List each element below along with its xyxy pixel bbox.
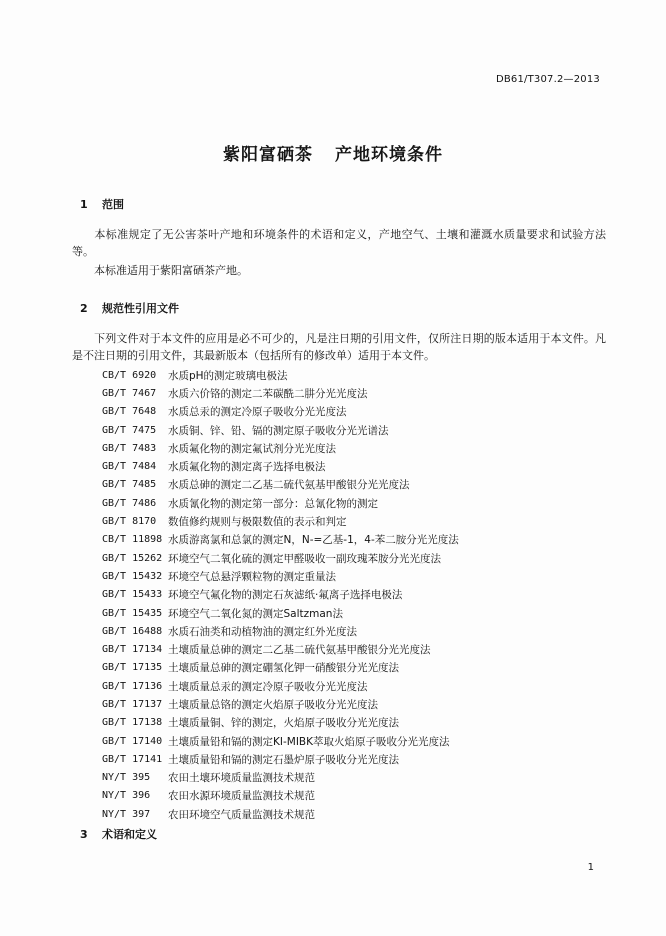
references-intro-paragraph: 下列文件对于本文件的应用是必不可少的，凡是注日期的引用文件，仅所注日期的版本适用于本文件。凡是不注日期的引用文件，其最新版本（包括所有的修改单）适用于本文件。 xyxy=(72,332,606,362)
reference-code: GB/T 15262 xyxy=(102,552,163,564)
reference-code: GB/T 17137 xyxy=(102,698,163,710)
section-3-heading xyxy=(80,826,157,842)
reference-title: 水质氟化物的测定氟试剂分光光度法 xyxy=(168,442,336,455)
reference-item xyxy=(102,366,459,384)
reference-code: GB/T 17135 xyxy=(102,662,163,674)
reference-title: 水质总砷的测定二乙基二硫代氨基甲酸银分光光度法 xyxy=(168,479,410,492)
reference-code: GB/T 7483 xyxy=(102,442,157,454)
reference-item xyxy=(102,586,459,604)
section-number: 3 xyxy=(80,828,88,841)
reference-title: 环境空气二氧化硫的测定甲醛吸收一副玫瑰苯胺分光光度法 xyxy=(168,552,441,565)
reference-item xyxy=(102,403,459,421)
reference-title: 土壤质量总汞的测定冷原子吸收分光光度法 xyxy=(168,680,368,693)
reference-code: NY/T 397 xyxy=(102,808,151,820)
reference-code: GB/T 8170 xyxy=(102,516,157,528)
section-2-heading xyxy=(80,300,179,316)
reference-item xyxy=(102,604,459,622)
reference-code: GB/T 17140 xyxy=(102,735,163,747)
reference-item xyxy=(102,494,459,512)
reference-code: GB/T 15433 xyxy=(102,589,163,601)
scope-paragraph-1: 本标准规定了无公害茶叶产地和环境条件的术语和定义，产地空气、土壤和灌溉水质量要求和试验方法等。 xyxy=(72,228,606,258)
reference-title: 农田环境空气质量监测技术规范 xyxy=(168,808,315,821)
document-title-part1: 紫阳富硒茶 xyxy=(223,145,313,165)
reference-item xyxy=(102,805,459,823)
document-title-part2: 产地环境条件 xyxy=(335,145,443,165)
reference-code: GB/T 17136 xyxy=(102,680,163,692)
reference-code: GB/T 15432 xyxy=(102,570,163,582)
reference-item xyxy=(102,640,459,658)
reference-title: 水质铜、锌、铅、镉的测定原子吸收分光光谱法 xyxy=(168,424,389,437)
reference-code: GB/T 17134 xyxy=(102,644,163,656)
reference-title: 环境空气氟化物的测定石灰滤纸·氟离子选择电极法 xyxy=(168,589,403,602)
reference-code: GB/T 17138 xyxy=(102,717,163,729)
reference-code: GB/T 7475 xyxy=(102,424,157,436)
reference-item xyxy=(102,457,459,475)
reference-code: CB/T 6920 xyxy=(102,369,157,381)
reference-item xyxy=(102,567,459,585)
reference-title: 土壤质量铅和镉的测定KI-MIBK萃取火焰原子吸收分光光度法 xyxy=(168,735,450,748)
reference-title: 水质石油类和动植物油的测定红外光度法 xyxy=(168,625,357,638)
document-code: DB61/T307.2—2013 xyxy=(495,74,600,85)
reference-title: 土壤质量铅和镉的测定石墨炉原子吸收分光光度法 xyxy=(168,753,399,766)
reference-title: 水质氰化物的测定第一部分：总氰化物的测定 xyxy=(168,497,378,510)
reference-code: GB/T 7484 xyxy=(102,461,157,473)
reference-item xyxy=(102,695,459,713)
reference-code: GB/T 7485 xyxy=(102,479,157,491)
reference-item xyxy=(102,769,459,787)
section-1-heading xyxy=(80,196,124,212)
reference-item xyxy=(102,750,459,768)
reference-title: 数值修约规则与极限数值的表示和判定 xyxy=(168,516,347,529)
reference-item xyxy=(102,384,459,402)
section-number: 1 xyxy=(80,198,88,211)
reference-code: NY/T 396 xyxy=(102,790,151,802)
reference-title: 水质氟化物的测定离子选择电极法 xyxy=(168,461,326,474)
reference-code: CB/T 11898 xyxy=(102,534,163,546)
reference-code: GB/T 15435 xyxy=(102,607,163,619)
reference-title: 土壤质量总砷的测定硼氢化钾一硝酸银分光光度法 xyxy=(168,662,399,675)
reference-title: 环境空气总悬浮颗粒物的测定重量法 xyxy=(168,570,336,583)
reference-item xyxy=(102,622,459,640)
reference-title: 水质总汞的测定冷原子吸收分光光度法 xyxy=(168,406,347,419)
reference-code: GB/T 7467 xyxy=(102,387,157,399)
section-number: 2 xyxy=(80,302,88,315)
reference-code: GB/T 17141 xyxy=(102,753,163,765)
reference-item xyxy=(102,787,459,805)
reference-item xyxy=(102,476,459,494)
reference-code: GB/T 7648 xyxy=(102,406,157,418)
reference-title: 土壤质量总铬的测定火焰原子吸收分光光度法 xyxy=(168,698,378,711)
reference-code: NY/T 395 xyxy=(102,772,151,784)
reference-title: 农田土壤环境质量监测技术规范 xyxy=(168,772,315,785)
section-title: 范围 xyxy=(102,198,124,211)
reference-item xyxy=(102,659,459,677)
reference-item xyxy=(102,421,459,439)
reference-item xyxy=(102,512,459,530)
reference-code: GB/T 16488 xyxy=(102,625,163,637)
scope-paragraph-2: 本标准适用于紫阳富硒茶产地。 xyxy=(94,264,248,277)
document-title xyxy=(0,140,666,165)
reference-item xyxy=(102,714,459,732)
reference-item xyxy=(102,677,459,695)
section-title: 规范性引用文件 xyxy=(102,302,179,315)
reference-item xyxy=(102,732,459,750)
reference-title: 水质pH的测定玻璃电极法 xyxy=(168,369,288,382)
normative-references-list xyxy=(102,366,459,823)
reference-title: 水质六价铬的测定二苯碳酰二肼分光光度法 xyxy=(168,387,368,400)
section-title: 术语和定义 xyxy=(102,828,157,841)
page-number: 1 xyxy=(587,862,594,873)
reference-item xyxy=(102,531,459,549)
reference-item xyxy=(102,549,459,567)
reference-title: 环境空气二氧化氮的测定Saltzman法 xyxy=(168,607,343,620)
reference-code: GB/T 7486 xyxy=(102,497,157,509)
reference-title: 水质游离氯和总氯的测定N，N-=乙基-1，4-苯二胺分光光度法 xyxy=(168,534,459,547)
reference-title: 土壤质量铜、锌的测定，火焰原子吸收分光光度法 xyxy=(168,717,399,730)
reference-title: 农田水源环境质量监测技术规范 xyxy=(168,790,315,803)
reference-item xyxy=(102,439,459,457)
reference-title: 土壤质量总砷的测定二乙基二硫代氨基甲酸银分光光度法 xyxy=(168,644,431,657)
